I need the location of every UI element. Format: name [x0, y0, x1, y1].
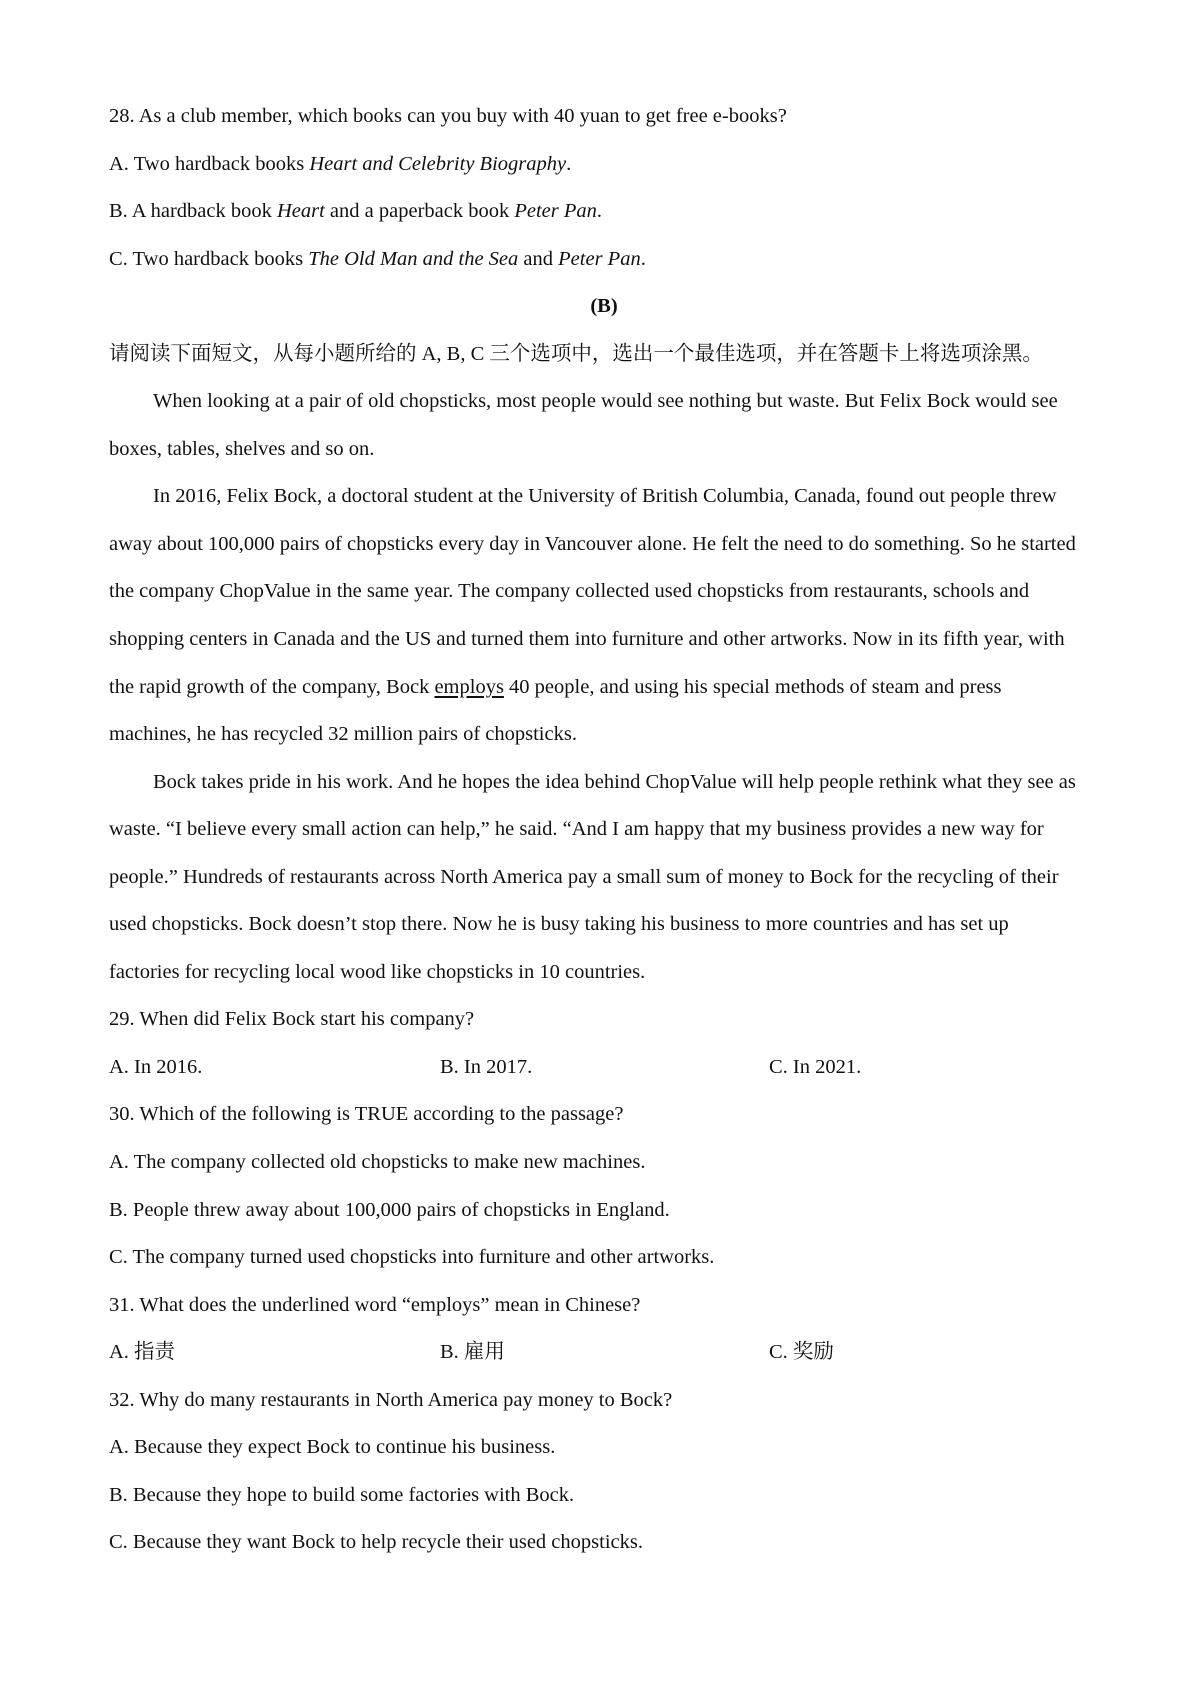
q28-option-b [109, 188, 1109, 236]
q29-option-c: C. In 2021. [769, 1055, 862, 1078]
q31-options [109, 1329, 1109, 1377]
text: . [596, 200, 603, 223]
book-title: Peter Pan [514, 200, 597, 223]
book-title: The Old Man and the Sea [308, 247, 519, 270]
q30-option-c: C. The company turned used chopsticks into furniture and other artworks. [109, 1246, 715, 1269]
passage-line: machines, he has recycled 32 million pairs of chopsticks. [109, 723, 577, 746]
text: and a paperback book [324, 200, 515, 223]
text: . [566, 152, 572, 175]
question-32: 32. Why do many restaurants in North America pay money to Bock? [109, 1388, 673, 1411]
passage-line: used chopsticks. Bock doesn’t stop there. Now he is busy taking his business to more countries and has set up [109, 913, 1009, 936]
q31-option-c: C. 奖励 [769, 1341, 834, 1364]
text: A. Two hardback books [109, 152, 310, 175]
section-title: (B) [590, 295, 618, 318]
text: 40 people, and using his special methods of steam and press [503, 675, 1002, 698]
text: C. Two hardback books [109, 247, 309, 270]
q29-options [109, 1044, 1109, 1092]
text: . [640, 247, 646, 270]
book-title: Heart [276, 200, 325, 223]
q31-option-b: B. 雇用 [440, 1341, 505, 1364]
q28-option-c [109, 236, 1109, 284]
section-instruction: 请阅读下面短文，从每小题所给的 A, B, C 三个选项中，选出一个最佳选项，并在答题卡上将选项涂黑。 [109, 342, 1043, 365]
q32-option-a: A. Because they expect Bock to continue his business. [109, 1436, 556, 1459]
q32-option-c: C. Because they want Bock to help recycle their used chopsticks. [109, 1531, 643, 1554]
question-30: 30. Which of the following is TRUE according to the passage? [109, 1103, 624, 1126]
question-31: 31. What does the underlined word “employs” mean in Chinese? [109, 1293, 641, 1316]
q29-option-b: B. In 2017. [440, 1055, 533, 1078]
passage-line [109, 664, 1109, 712]
passage-line: factories for recycling local wood like chopsticks in 10 countries. [109, 960, 646, 983]
passage-line: shopping centers in Canada and the US and turned them into furniture and other artworks. Now in its fifth year, with [109, 628, 1065, 651]
passage-line: away about 100,000 pairs of chopsticks every day in Vancouver alone. He felt the need to do something. So he started [109, 532, 1076, 555]
q32-option-b: B. Because they hope to build some factories with Bock. [109, 1483, 575, 1506]
book-title: Peter Pan [558, 247, 641, 270]
q29-option-a: A. In 2016. [109, 1055, 203, 1078]
question-29: 29. When did Felix Bock start his company? [109, 1008, 475, 1031]
passage-line: the company ChopValue in the same year. The company collected used chopsticks from restaurants, schools and [109, 580, 1030, 603]
text: the rapid growth of the company, Bock [109, 675, 435, 698]
book-title: Heart and Celebrity Biography [309, 152, 567, 175]
passage-line: people.” Hundreds of restaurants across North America pay a small sum of money to Bock for the recycling of their [109, 865, 1059, 888]
text: B. A hardback book [109, 200, 277, 223]
q31-option-a: A. 指责 [109, 1341, 176, 1364]
passage-line: boxes, tables, shelves and so on. [109, 437, 375, 460]
passage-line: Bock takes pride in his work. And he hopes the idea behind ChopValue will help people rethink what they see as [153, 770, 1076, 793]
document-page [109, 93, 1109, 1567]
passage-line: waste. “I believe every small action can help,” he said. “And I am happy that my business provides a new way for [109, 818, 1044, 841]
q28-option-a [109, 141, 1109, 189]
passage-line: In 2016, Felix Bock, a doctoral student at the University of British Columbia, Canada, found out people threw [153, 485, 1057, 508]
underlined-word: employs [434, 675, 504, 698]
question-28: 28. As a club member, which books can you buy with 40 yuan to get free e-books? [109, 105, 787, 127]
text: and [518, 247, 559, 270]
q30-option-b: B. People threw away about 100,000 pairs of chopsticks in England. [109, 1198, 670, 1221]
q30-option-a: A. The company collected old chopsticks to make new machines. [109, 1151, 646, 1174]
passage-line: When looking at a pair of old chopsticks, most people would see nothing but waste. But Felix Bock would see [153, 390, 1058, 413]
